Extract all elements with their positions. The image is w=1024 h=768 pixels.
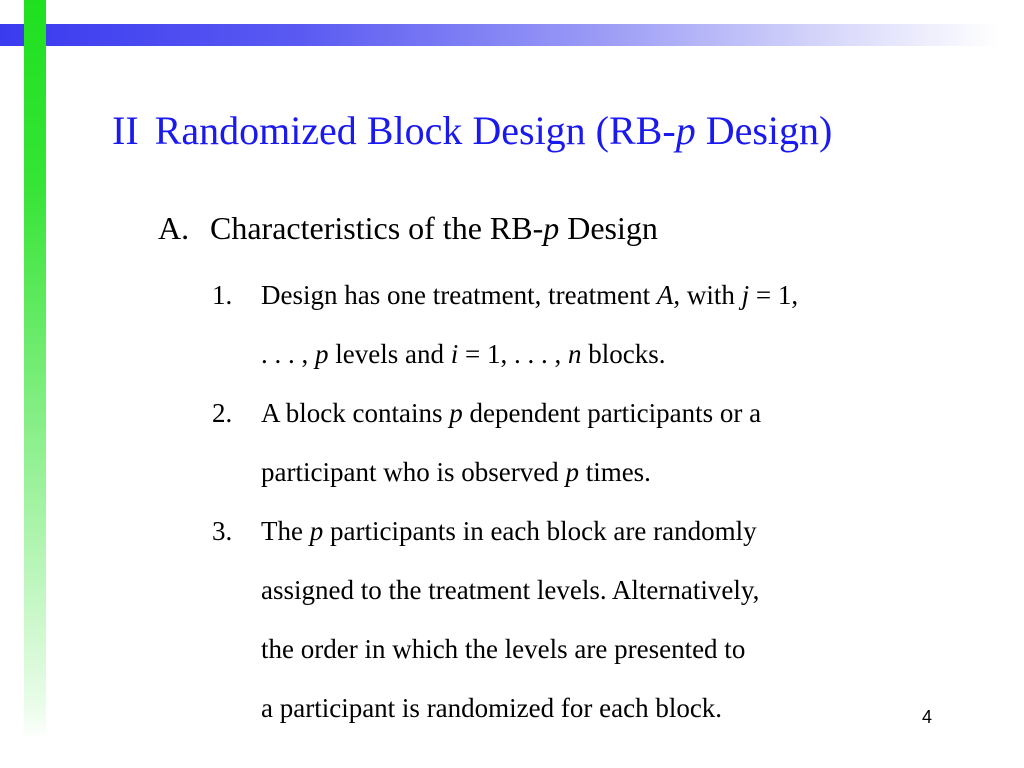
characteristics-list [212,266,798,738]
subheading-text-before: Characteristics of the RB- [210,210,544,246]
item-line: the order in which the levels are presented to [261,634,746,664]
item-line [261,502,798,561]
subheading-letter: A. [158,210,190,246]
subheading [158,206,658,250]
text-run: The [261,516,310,546]
italic-var: j [741,280,750,310]
italic-var: A [656,280,674,310]
title-number: II [112,108,139,153]
page-number: 4 [922,707,933,727]
italic-var: p [449,398,463,428]
title-italic-p: p [675,108,696,153]
text-run: levels and [328,339,451,369]
text-run: A block contains [261,398,450,428]
list-item [212,266,798,384]
italic-var: n [567,339,582,369]
item-line [261,384,798,443]
italic-var: p [565,457,579,487]
italic-var: i [450,339,459,369]
text-run: , with [673,280,742,310]
left-gradient-bar [24,0,46,740]
item-line: a participant is randomized for each block. [261,693,723,723]
subheading-text-after: Design [559,210,658,246]
slide-title [112,103,832,159]
text-run: dependent participants or a [462,398,762,428]
text-run: = 1, [749,280,799,310]
list-marker: 1. [212,280,233,310]
italic-var: p [315,339,329,369]
item-line [261,443,798,502]
item-line [261,325,798,384]
item-line [261,266,798,325]
title-text-before: Randomized Block Design (RB- [154,108,676,153]
text-run: blocks. [581,339,666,369]
list-item [212,502,798,738]
text-run: participants in each block are randomly [323,516,757,546]
text-run: participant who is observed [261,457,566,487]
subheading-italic-p: p [543,210,560,246]
item-line: assigned to the treatment levels. Alternatively, [261,575,760,605]
text-run: Design has one treatment, treatment [261,280,657,310]
top-gradient-bar [0,24,1000,46]
italic-var: p [309,516,324,546]
text-run: times. [578,457,651,487]
text-run: . . . , [261,339,315,369]
list-item [212,384,798,502]
list-marker: 2. [212,398,233,428]
text-run: = 1, . . . , [458,339,568,369]
title-text-after: Design) [695,108,833,153]
list-marker: 3. [212,516,233,546]
